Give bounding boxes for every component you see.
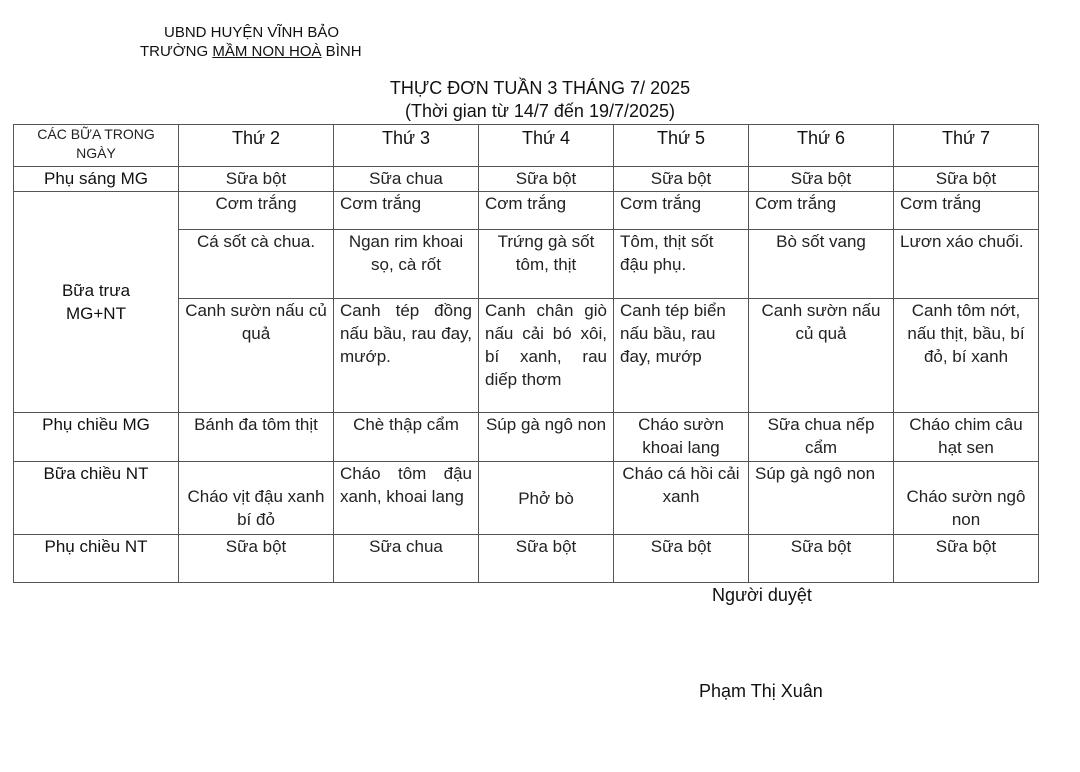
row-label-bua-chieu-nt: Bữa chiều NT [14,462,179,535]
menu-cell: Sữa bột [479,535,614,583]
menu-cell: Bò sốt vang [749,230,894,299]
menu-cell: Sữa bột [894,535,1039,583]
menu-cell: Sữa chua [334,535,479,583]
menu-cell: Sữa bột [894,167,1039,192]
day-header: Thứ 2 [179,125,334,167]
menu-cell: Bánh đa tôm thịt [179,413,334,462]
menu-cell: Sữa bột [749,167,894,192]
table-row [14,462,1039,535]
menu-cell: Sữa bột [179,535,334,583]
school-name-prefix: TRƯỜNG [140,43,213,60]
day-header: Thứ 7 [894,125,1039,167]
menu-cell: Cháo cá hồi cải xanh [614,462,749,535]
day-header: Thứ 4 [479,125,614,167]
day-header: Thứ 5 [614,125,749,167]
menu-cell: Cháo chim câu hạt sen [894,413,1039,462]
approver-role: Người duyệt [712,585,812,605]
menu-cell: Sữa bột [614,535,749,583]
row-label-phu-chieu-nt: Phụ chiều NT [14,535,179,583]
table-row [14,167,1039,192]
menu-cell: Phở bò [479,462,614,535]
school-name-suffix: BÌNH [321,43,362,60]
menu-cell: Lươn xáo chuối. [894,230,1039,299]
menu-cell: Tôm, thịt sốt đậu phụ. [614,230,749,299]
menu-cell: Canh sườn nấu củ quả [179,299,334,413]
menu-cell: Súp gà ngô non [749,462,894,535]
menu-cell: Cơm trắng [749,192,894,230]
menu-cell: Cơm trắng [614,192,749,230]
menu-cell: Cơm trắng [179,192,334,230]
menu-cell: Sữa chua [334,167,479,192]
menu-cell: Sữa bột [614,167,749,192]
menu-period: (Thời gian từ 14/7 đến 19/7/2025) [404,101,676,121]
row-label-phu-chieu-mg: Phụ chiều MG [14,413,179,462]
menu-cell: Cơm trắng [894,192,1039,230]
menu-cell: Trứng gà sốt tôm, thịt [479,230,614,299]
table-row [14,192,1039,230]
table-header-row [14,125,1039,167]
menu-cell: Canh tôm nớt, nấu thịt, bầu, bí đỏ, bí xanh [894,299,1039,413]
menu-cell: Sữa bột [179,167,334,192]
school-name-underlined: MẦM NON HOÀ [212,43,322,60]
menu-cell: Cơm trắng [334,192,479,230]
menu-cell: Sữa chua nếp cẩm [749,413,894,462]
day-header: Thứ 3 [334,125,479,167]
menu-cell: Canh tép đồng nấu bầu, rau đay, mướp. [334,299,479,413]
row-label-phu-sang: Phụ sáng MG [14,167,179,192]
menu-cell: Cháo sườn ngô non [894,462,1039,535]
menu-cell: Sữa bột [749,535,894,583]
menu-cell: Cháo sườn khoai lang [614,413,749,462]
row-label-bua-trua: Bữa trưa MG+NT [14,192,179,413]
school-name [140,42,362,61]
menu-cell: Chè thập cẩm [334,413,479,462]
meals-column-header: CÁC BỮA TRONG NGÀY [14,125,179,167]
menu-cell: Canh tép biển nấu bầu, rau đay, mướp [614,299,749,413]
school-authority: UBND HUYỆN VĨNH BẢO [164,24,340,41]
menu-cell: Sữa bột [479,167,614,192]
menu-cell: Cơm trắng [479,192,614,230]
menu-cell: Cháo vịt đậu xanh bí đỏ [179,462,334,535]
table-row [14,535,1039,583]
weekly-menu-table [13,124,1039,583]
approver-name: Phạm Thị Xuân [699,681,823,701]
menu-title: THỰC ĐƠN TUẦN 3 THÁNG 7/ 2025 [389,78,691,98]
menu-cell: Canh chân giò nấu cải bó xôi, bí xanh, rau diếp thơm [479,299,614,413]
menu-cell: Canh sườn nấu củ quả [749,299,894,413]
menu-cell: Súp gà ngô non [479,413,614,462]
menu-cell: Cá sốt cà chua. [179,230,334,299]
day-header: Thứ 6 [749,125,894,167]
menu-cell: Cháo tôm đậu xanh, khoai lang [334,462,479,535]
menu-cell: Ngan rim khoai sọ, cà rốt [334,230,479,299]
table-row [14,413,1039,462]
